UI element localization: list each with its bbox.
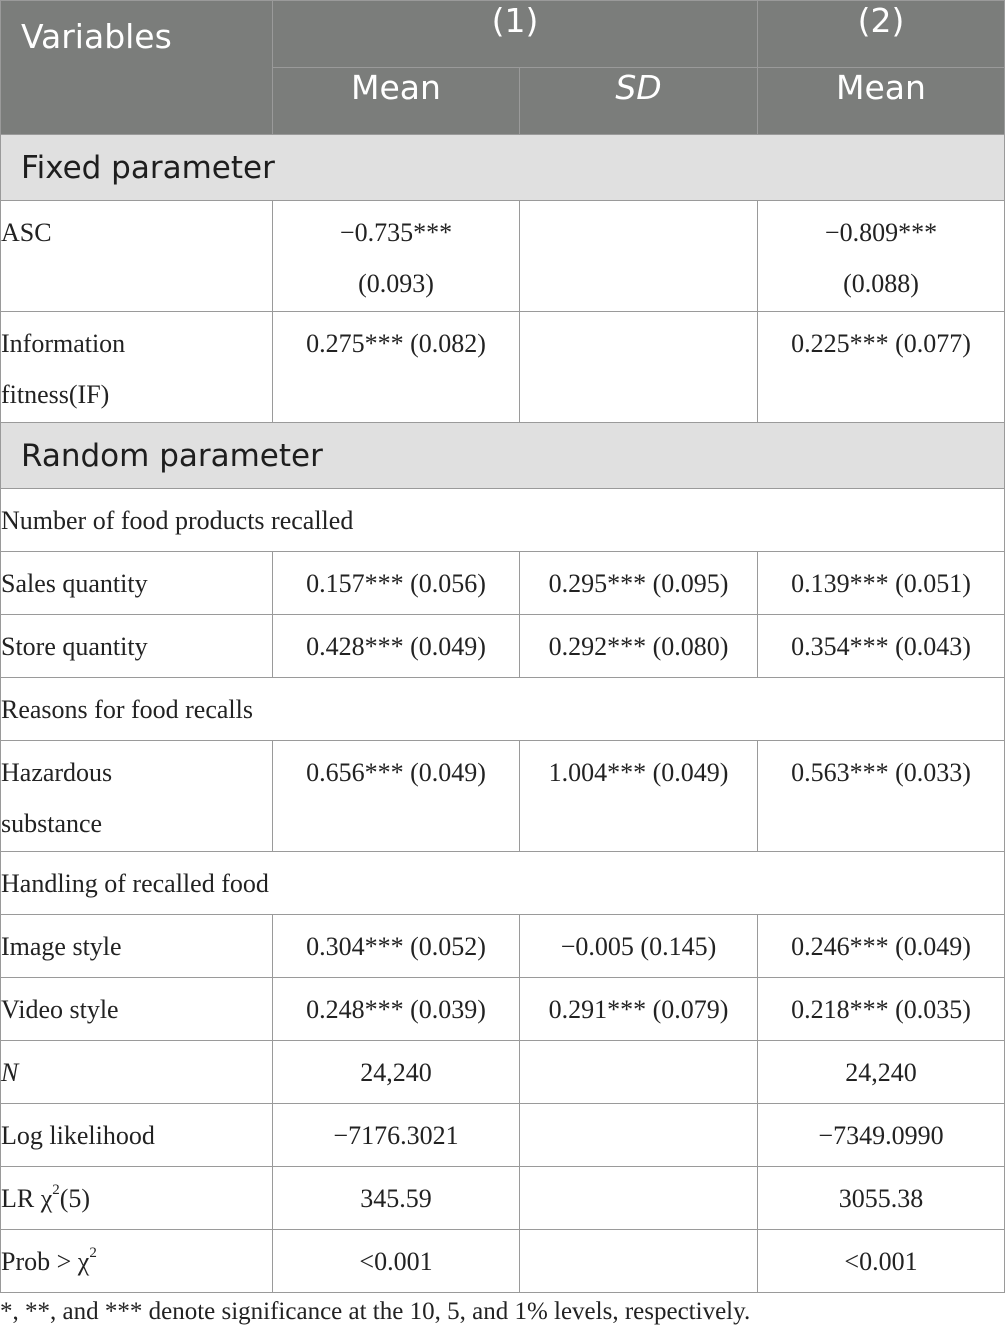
model2-mean-cell: 0.354*** (0.043) — [758, 615, 1005, 678]
row-label: ASC — [1, 201, 273, 312]
model1-mean-cell: 0.275*** (0.082) — [273, 312, 520, 423]
model1-sd-cell — [520, 201, 758, 312]
model1-sd-cell: −0.005 (0.145) — [520, 915, 758, 978]
table-footnote: *, **, and *** denote significance at the 10, 5, and 1% levels, respectively. — [0, 1298, 751, 1325]
model2-mean-cell — [758, 201, 1005, 312]
model1-sd-cell — [520, 312, 758, 423]
model1-mean-cell: 0.157*** (0.056) — [273, 552, 520, 615]
row-label — [1, 741, 273, 852]
row-label — [1, 312, 273, 423]
row-label — [1, 1167, 273, 1230]
group-row-handling — [1, 852, 1005, 915]
row-label — [1, 1230, 273, 1293]
model1-sd-cell — [520, 1041, 758, 1104]
se-value: (0.088) — [843, 269, 919, 298]
model2-mean-header: Mean — [758, 68, 1005, 135]
row-label-line1: Hazardous — [1, 758, 113, 787]
row-label: Log likelihood — [1, 1104, 273, 1167]
row-label: N — [1, 1041, 273, 1104]
model1-sd-cell: 0.292*** (0.080) — [520, 615, 758, 678]
section-row-fixed — [1, 135, 1005, 201]
model2-mean-cell: 0.139*** (0.051) — [758, 552, 1005, 615]
model1-sd-cell — [520, 1104, 758, 1167]
prob-label-sup: 2 — [89, 1244, 97, 1261]
group-row-number — [1, 489, 1005, 552]
model1-mean-cell: <0.001 — [273, 1230, 520, 1293]
lr-label-post: (5) — [59, 1183, 91, 1213]
row-label: Store quantity — [1, 615, 273, 678]
group-label: Reasons for food recalls — [1, 678, 1005, 741]
table-row-n — [1, 1041, 1005, 1104]
table-row-hazard — [1, 741, 1005, 852]
table-row-prob — [1, 1230, 1005, 1293]
section-random-label: Random parameter — [1, 423, 1005, 489]
model2-mean-cell: 0.563*** (0.033) — [758, 741, 1005, 852]
group-label: Handling of recalled food — [1, 852, 1005, 915]
row-label-line2: substance — [1, 809, 103, 838]
model1-mean-cell: 0.304*** (0.052) — [273, 915, 520, 978]
variables-header: Variables — [1, 1, 273, 135]
table-row-image — [1, 915, 1005, 978]
model1-sd-cell: 0.295*** (0.095) — [520, 552, 758, 615]
prob-label-pre: Prob > χ — [1, 1246, 90, 1276]
table-row-loglik — [1, 1104, 1005, 1167]
model1-sd-header: SD — [520, 68, 758, 135]
model2-mean-cell: <0.001 — [758, 1230, 1005, 1293]
model1-mean-cell: 0.428*** (0.049) — [273, 615, 520, 678]
model2-mean-cell: 0.246*** (0.049) — [758, 915, 1005, 978]
model2-mean-cell: 0.218*** (0.035) — [758, 978, 1005, 1041]
table-row-store — [1, 615, 1005, 678]
row-label-line1: Information — [1, 329, 126, 358]
coef-value: −0.809*** — [824, 218, 938, 247]
lr-label-pre: LR χ — [1, 1183, 53, 1213]
model1-sd-cell — [520, 1167, 758, 1230]
model1-mean-cell: 0.656*** (0.049) — [273, 741, 520, 852]
group-label: Number of food products recalled — [1, 489, 1005, 552]
model2-header: (2) — [758, 1, 1005, 68]
row-label: Image style — [1, 915, 273, 978]
model1-mean-cell — [273, 201, 520, 312]
model1-mean-cell: 24,240 — [273, 1041, 520, 1104]
model1-sd-cell: 1.004*** (0.049) — [520, 741, 758, 852]
model2-mean-cell: 0.225*** (0.077) — [758, 312, 1005, 423]
table-row-lr — [1, 1167, 1005, 1230]
table-row-if — [1, 312, 1005, 423]
row-label: Video style — [1, 978, 273, 1041]
section-fixed-label: Fixed parameter — [1, 135, 1005, 201]
row-label: Sales quantity — [1, 552, 273, 615]
row-label-line2: fitness(IF) — [1, 380, 110, 409]
se-value: (0.093) — [358, 269, 434, 298]
section-row-random — [1, 423, 1005, 489]
header-row-1 — [1, 1, 1005, 68]
model1-sd-cell — [520, 1230, 758, 1293]
table-row-asc — [1, 201, 1005, 312]
model1-mean-header: Mean — [273, 68, 520, 135]
table-row-video — [1, 978, 1005, 1041]
model2-mean-cell: −7349.0990 — [758, 1104, 1005, 1167]
model1-sd-cell: 0.291*** (0.079) — [520, 978, 758, 1041]
coef-value: −0.735*** — [339, 218, 453, 247]
lr-label-sup: 2 — [52, 1181, 60, 1198]
model2-mean-cell: 24,240 — [758, 1041, 1005, 1104]
model1-mean-cell: 345.59 — [273, 1167, 520, 1230]
model2-mean-cell: 3055.38 — [758, 1167, 1005, 1230]
model1-mean-cell: 0.248*** (0.039) — [273, 978, 520, 1041]
group-row-reasons — [1, 678, 1005, 741]
model1-header: (1) — [273, 1, 758, 68]
model1-mean-cell: −7176.3021 — [273, 1104, 520, 1167]
table-row-sales — [1, 552, 1005, 615]
